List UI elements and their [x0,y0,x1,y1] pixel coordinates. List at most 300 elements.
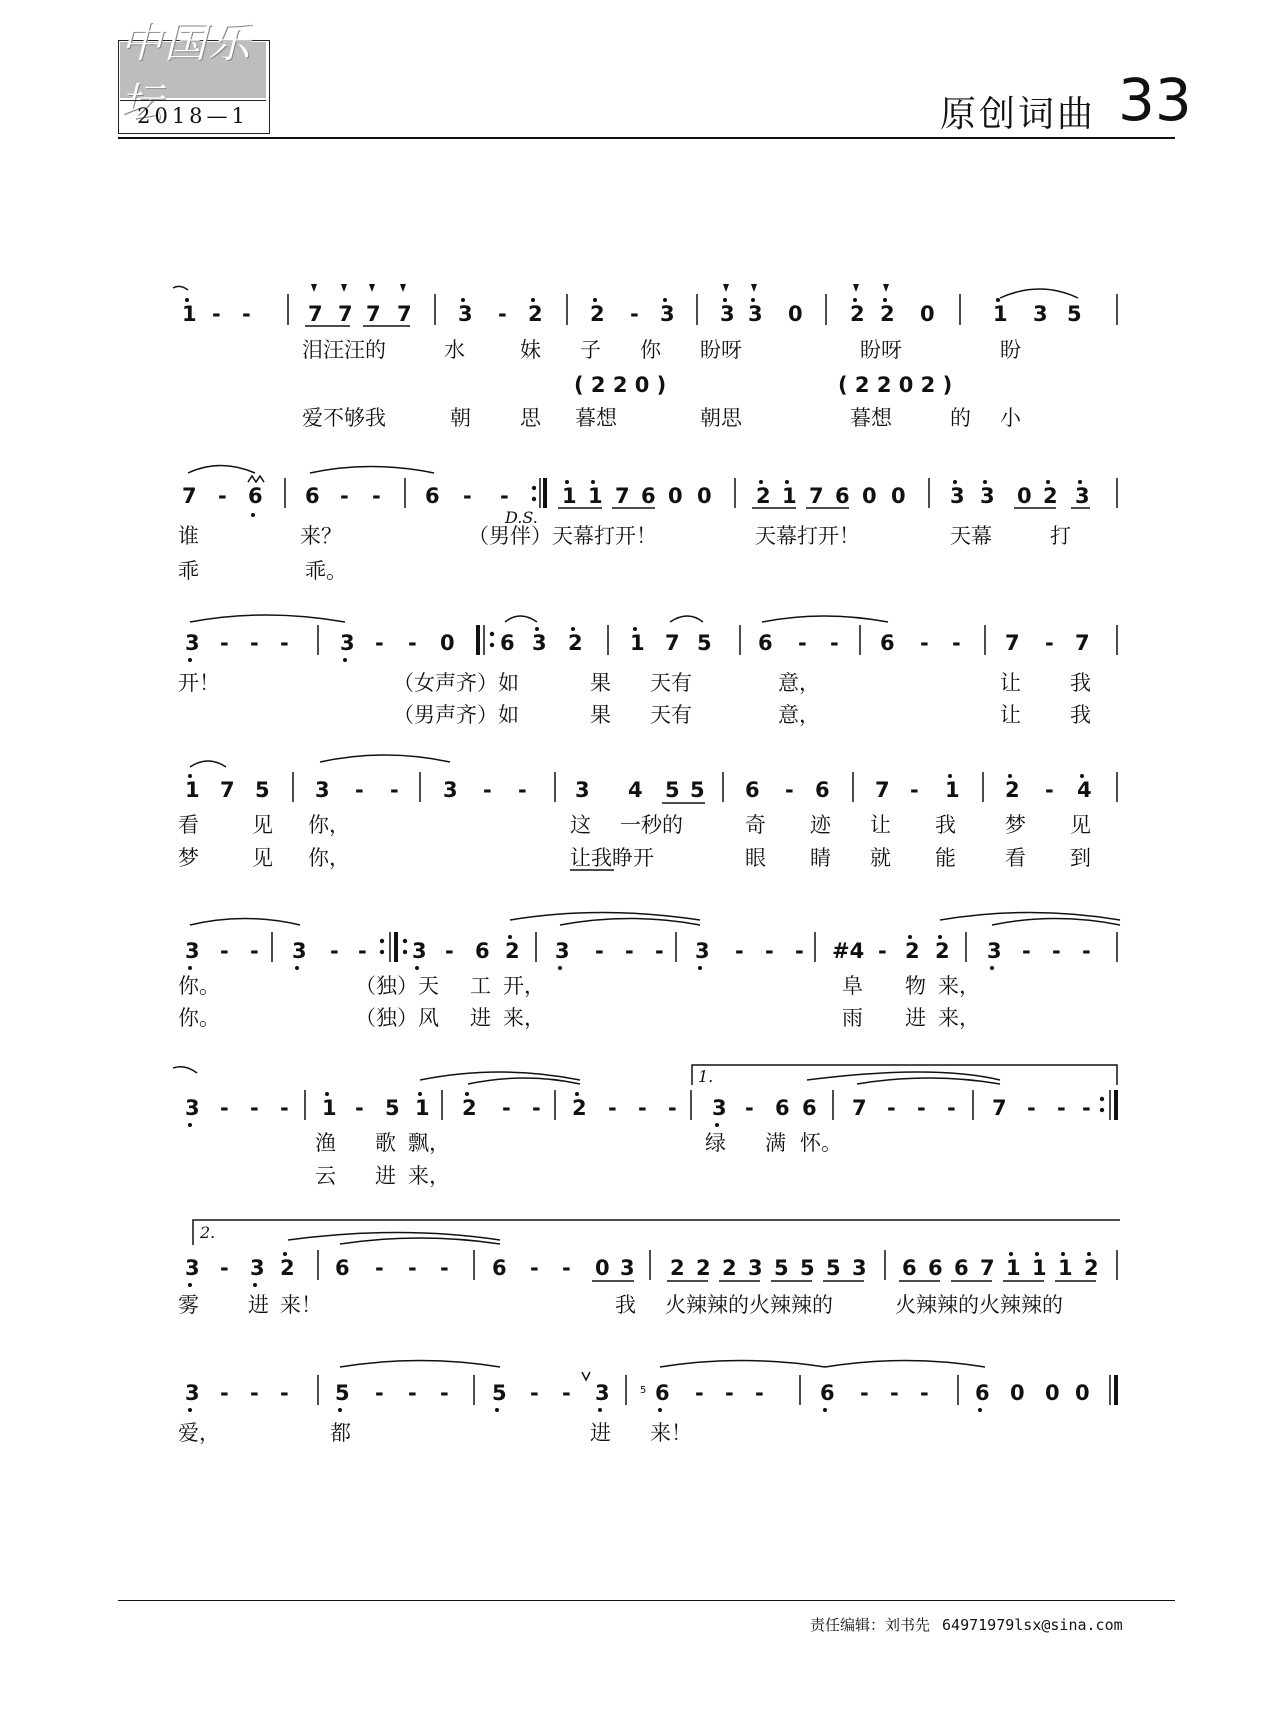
svg-text:5: 5 [385,1096,400,1120]
svg-text:2: 2 [722,1256,737,1280]
svg-text:6: 6 [835,484,850,508]
score-row-3-lines [190,615,1117,655]
svg-text:-: - [765,939,774,963]
svg-text:3: 3 [980,484,995,508]
svg-text:迹: 迹 [810,813,831,837]
svg-text:7: 7 [980,1256,995,1280]
svg-text:我: 我 [1070,671,1091,695]
svg-text:1: 1 [185,778,200,802]
svg-text:#4: #4 [832,939,865,963]
svg-text:-: - [280,1096,289,1120]
svg-text:-: - [1082,1096,1091,1120]
svg-text:-: - [408,1256,417,1280]
svg-text:2: 2 [905,939,920,963]
svg-text:0: 0 [1045,1381,1060,1405]
svg-text:6: 6 [758,631,773,655]
svg-text:让: 让 [1000,671,1021,695]
svg-text:-: - [375,631,384,655]
svg-text:5: 5 [335,1381,350,1405]
svg-text:阜: 阜 [842,974,863,998]
svg-text:3: 3 [1033,302,1048,326]
svg-text:-: - [795,939,804,963]
svg-text:0: 0 [891,484,906,508]
svg-text:2: 2 [935,939,950,963]
svg-text:来？: 来？ [300,524,342,548]
svg-text:-: - [250,1096,259,1120]
score-row-5-lyrics [178,974,980,1031]
svg-text:7: 7 [875,778,890,802]
score-row-4 [185,778,1092,802]
svg-text:都: 都 [330,1421,351,1445]
svg-text:怀。: 怀。 [800,1131,842,1155]
svg-text:0: 0 [697,484,712,508]
svg-text:2: 2 [462,1096,477,1120]
svg-text:奇: 奇 [745,813,766,837]
svg-text:1: 1 [993,302,1008,326]
svg-text:5: 5 [255,778,270,802]
svg-text:-: - [608,1096,617,1120]
svg-text:见: 见 [252,813,273,837]
score-row-7 [185,1256,1099,1280]
svg-text:0: 0 [862,484,877,508]
svg-text:你，: 你， [308,813,350,837]
svg-text:-: - [798,631,807,655]
svg-text:-: - [518,778,527,802]
svg-text:6: 6 [802,1096,817,1120]
svg-text:-: - [372,484,381,508]
svg-text:意，: 意， [778,703,820,727]
svg-text:-: - [330,939,339,963]
volta-1: 1. [698,1067,714,1086]
svg-text:-: - [562,1256,571,1280]
svg-text:3: 3 [748,1256,763,1280]
svg-text:7: 7 [852,1096,867,1120]
svg-text:-: - [500,484,509,508]
svg-text:2: 2 [1043,484,1058,508]
editor-credit: 责任编辑：刘书先 [810,1616,931,1634]
svg-text:3: 3 [555,939,570,963]
svg-text:-: - [1052,939,1061,963]
svg-text:-: - [530,1256,539,1280]
svg-text:暮想: 暮想 [850,406,892,430]
svg-text:乖。: 乖。 [305,559,347,583]
svg-text:-: - [532,1096,541,1120]
svg-text:你。: 你。 [178,1006,220,1030]
svg-text:梦: 梦 [178,846,199,870]
svg-text:-: - [595,939,604,963]
svg-text:-: - [860,1381,869,1405]
svg-text:你。: 你。 [178,974,220,998]
svg-text:暮想: 暮想 [575,406,617,430]
svg-text:5: 5 [826,1256,841,1280]
score-row-5 [185,939,1091,963]
svg-text:开，: 开， [503,974,545,998]
svg-text:开！: 开！ [178,671,220,695]
svg-text:3: 3 [595,1381,610,1405]
svg-text:朝: 朝 [450,406,471,430]
svg-text:6: 6 [425,484,440,508]
score-row-8-lines [318,1361,1116,1406]
svg-text:1: 1 [1006,1256,1021,1280]
svg-text:就: 就 [870,846,891,870]
svg-text:-: - [887,1096,896,1120]
svg-text:2: 2 [850,302,865,326]
svg-text:-: - [220,939,229,963]
svg-text:物: 物 [905,974,926,998]
svg-text:进: 进 [375,1164,396,1188]
svg-text:6: 6 [928,1256,943,1280]
svg-text:-: - [530,1381,539,1405]
svg-text:2: 2 [568,631,583,655]
page-number: 33 [1118,66,1192,134]
svg-text:天有: 天有 [650,703,692,727]
svg-text:5: 5 [492,1381,507,1405]
svg-text:-: - [878,939,887,963]
svg-text:-: - [212,302,221,326]
svg-text:0: 0 [1075,1381,1090,1405]
svg-text:-: - [1027,1096,1036,1120]
issue-number: 2018—1 [120,100,266,131]
magazine-logo: 中国乐坛 [120,42,266,98]
score-row-1-lyrics [302,338,1022,430]
svg-text:1: 1 [782,484,797,508]
svg-text:7: 7 [182,484,197,508]
svg-text:-: - [340,484,349,508]
svg-text:7: 7 [1075,631,1090,655]
svg-text:3: 3 [695,939,710,963]
svg-text:来！: 来！ [280,1293,322,1317]
svg-text:眼: 眼 [745,846,766,870]
svg-text:的: 的 [950,406,971,430]
svg-text:-: - [220,631,229,655]
score-row-8 [185,1381,1090,1405]
score-row-2-lyrics [178,524,1071,583]
svg-text:谁: 谁 [178,524,199,548]
svg-text:飘，: 飘， [408,1131,450,1155]
svg-text:天幕打开！: 天幕打开！ [755,524,860,548]
svg-text:6: 6 [745,778,760,802]
svg-text:-: - [355,778,364,802]
svg-text:打: 打 [1050,524,1071,548]
svg-text:5: 5 [690,778,705,802]
svg-text:进: 进 [248,1293,269,1317]
svg-text:-: - [920,631,929,655]
svg-text:你: 你 [640,338,661,362]
svg-text:2: 2 [572,1096,587,1120]
svg-text:满: 满 [765,1131,786,1155]
svg-text:1: 1 [322,1096,337,1120]
svg-text:雾: 雾 [178,1293,199,1317]
ds-marking: D.S. [505,508,538,527]
svg-text:1: 1 [630,631,645,655]
svg-text:-: - [250,939,259,963]
svg-text:-: - [625,939,634,963]
svg-text:-: - [562,1381,571,1405]
svg-text:泪汪汪的: 泪汪汪的 [302,338,386,362]
svg-text:3: 3 [315,778,330,802]
svg-text:能: 能 [935,846,956,870]
svg-text:来，: 来， [503,1006,545,1030]
svg-text:到: 到 [1070,846,1091,870]
svg-text:0: 0 [595,1256,610,1280]
svg-text:盼呀: 盼呀 [700,338,742,362]
svg-text:来，: 来， [938,974,980,998]
svg-text:6: 6 [500,631,515,655]
svg-text:6: 6 [492,1256,507,1280]
svg-text:3: 3 [250,1256,265,1280]
svg-text:5: 5 [1067,302,1082,326]
svg-text:6: 6 [641,484,656,508]
svg-text:你，: 你， [308,846,350,870]
svg-text:天有: 天有 [650,671,692,695]
svg-text:5: 5 [800,1256,815,1280]
svg-text:意，: 意， [778,671,820,695]
svg-text:-: - [952,631,961,655]
svg-text:0: 0 [1017,484,1032,508]
svg-text:3: 3 [185,1256,200,1280]
svg-text:-: - [695,1381,704,1405]
score-row-8-lyrics [178,1421,692,1446]
svg-text:2: 2 [590,302,605,326]
svg-text:-: - [745,1096,754,1120]
svg-text:7: 7 [992,1096,1007,1120]
svg-text:-: - [280,631,289,655]
svg-text:绿: 绿 [705,1131,726,1155]
svg-text:-: - [630,302,639,326]
volta-2: 2. [200,1223,216,1242]
svg-text:让: 让 [870,813,891,837]
svg-text:-: - [220,1381,229,1405]
svg-text:见: 见 [252,846,273,870]
svg-text:-: - [440,1381,449,1405]
svg-text:( 2 2 0 ): ( 2 2 0 ) [574,373,667,397]
svg-text:2: 2 [670,1256,685,1280]
svg-text:让: 让 [1000,703,1021,727]
score-row-1-dots [185,284,1000,302]
svg-text:0: 0 [1010,1381,1025,1405]
svg-text:5: 5 [697,631,712,655]
svg-text:-: - [655,939,664,963]
section-title: 原创词曲 [940,94,1097,135]
svg-text:-: - [638,1096,647,1120]
svg-text:来，: 来， [408,1164,450,1188]
svg-text:思: 思 [520,406,541,430]
svg-text:2: 2 [505,939,520,963]
svg-text:来，: 来， [938,1006,980,1030]
svg-text:-: - [735,939,744,963]
svg-text:7: 7 [397,302,412,326]
svg-text:7: 7 [665,631,680,655]
svg-text:-: - [408,1381,417,1405]
svg-text:3: 3 [412,939,427,963]
svg-text:6: 6 [975,1381,990,1405]
svg-text:-: - [947,1096,956,1120]
svg-text:-: - [920,1381,929,1405]
svg-text:3: 3 [532,631,547,655]
svg-text:6: 6 [475,939,490,963]
svg-text:-: - [1057,1096,1066,1120]
svg-text:1: 1 [1032,1256,1047,1280]
svg-text:2: 2 [880,302,895,326]
svg-text:雨: 雨 [842,1006,863,1030]
svg-text:（男伴）天幕打开！: （男伴）天幕打开！ [468,524,657,548]
svg-text:子: 子 [580,338,601,362]
score-row-6 [185,1096,1091,1120]
svg-text:3: 3 [575,778,590,802]
svg-text:我: 我 [615,1293,636,1317]
svg-text:乖: 乖 [178,559,199,583]
svg-text:-: - [830,631,839,655]
svg-text:6: 6 [775,1096,790,1120]
svg-text:小: 小 [1000,406,1021,430]
svg-text:-: - [358,939,367,963]
svg-text:-: - [785,778,794,802]
svg-text:-: - [218,484,227,508]
svg-text:3: 3 [950,484,965,508]
svg-text:进: 进 [590,1421,611,1445]
svg-text:7: 7 [220,778,235,802]
svg-text:云: 云 [315,1164,336,1188]
svg-text:-: - [1045,631,1054,655]
svg-text:天幕: 天幕 [950,524,992,548]
svg-text:0: 0 [788,302,803,326]
svg-text:3: 3 [443,778,458,802]
svg-text:-: - [390,778,399,802]
svg-text:盼呀: 盼呀 [860,338,902,362]
svg-text:-: - [375,1256,384,1280]
svg-text:-: - [440,1256,449,1280]
svg-text:2: 2 [1005,778,1020,802]
svg-text:-: - [463,484,472,508]
svg-text:妹: 妹 [520,338,541,362]
svg-text:来！: 来！ [650,1421,692,1445]
svg-text:3: 3 [720,302,735,326]
svg-text:-: - [1082,939,1091,963]
svg-text:0: 0 [668,484,683,508]
svg-text:-: - [445,939,454,963]
score-row-7-lyrics [178,1293,1063,1317]
svg-text:3: 3 [852,1256,867,1280]
svg-text:睛: 睛 [810,846,831,870]
svg-text:1: 1 [1058,1256,1073,1280]
svg-text:0: 0 [440,631,455,655]
svg-text:7: 7 [809,484,824,508]
svg-text:我: 我 [935,813,956,837]
score-row-8-dots [188,1408,982,1412]
svg-text:歌: 歌 [375,1131,396,1155]
svg-text:火辣辣的火辣辣的: 火辣辣的火辣辣的 [665,1293,833,1317]
score-row-3-lyrics [178,671,1091,728]
svg-text:3: 3 [712,1096,727,1120]
svg-text:渔: 渔 [315,1131,336,1155]
editor-email[interactable]: 64971979lsx@sina.com [942,1616,1123,1634]
svg-text:-: - [890,1381,899,1405]
score-row-1 [182,302,1082,326]
svg-text:7: 7 [366,302,381,326]
svg-text:-: - [408,631,417,655]
svg-text:-: - [917,1096,926,1120]
svg-text:看: 看 [1005,846,1026,870]
svg-text:进: 进 [905,1006,926,1030]
svg-text:看: 看 [178,813,199,837]
svg-text:1: 1 [562,484,577,508]
svg-text:盼: 盼 [1000,338,1021,362]
svg-text:（独）风: （独）风 [355,1006,439,1030]
svg-text:3: 3 [292,939,307,963]
svg-text:3: 3 [185,1096,200,1120]
svg-text:（女声齐）如: （女声齐）如 [393,671,519,695]
svg-text:水: 水 [444,338,465,362]
svg-text:1: 1 [945,778,960,802]
svg-text:7: 7 [308,302,323,326]
svg-text:1: 1 [415,1096,430,1120]
svg-text:-: - [355,1096,364,1120]
svg-text:6: 6 [305,484,320,508]
svg-text:爱，: 爱， [178,1421,220,1445]
grace-note: 5 [640,1385,647,1396]
svg-text:-: - [220,1096,229,1120]
score-row-3 [185,631,1090,655]
svg-text:0: 0 [920,302,935,326]
svg-text:3: 3 [185,939,200,963]
svg-text:果: 果 [590,703,611,727]
svg-text:一秒的: 一秒的 [620,813,683,837]
svg-text:-: - [755,1381,764,1405]
svg-text:7: 7 [615,484,630,508]
svg-text:6: 6 [902,1256,917,1280]
svg-text:2: 2 [528,302,543,326]
svg-text:6: 6 [820,1381,835,1405]
svg-text:6: 6 [880,631,895,655]
svg-text:我: 我 [1070,703,1091,727]
svg-text:3: 3 [987,939,1002,963]
svg-text:爱不够我: 爱不够我 [302,406,386,430]
svg-text:-: - [1022,939,1031,963]
svg-text:-: - [1045,778,1054,802]
svg-text:梦: 梦 [1005,813,1026,837]
svg-text:3: 3 [620,1256,635,1280]
svg-text:果: 果 [590,671,611,695]
svg-text:5: 5 [774,1256,789,1280]
score-row-5-dots [188,935,994,970]
svg-text:2: 2 [280,1256,295,1280]
svg-text:进: 进 [470,1006,491,1030]
svg-text:6: 6 [335,1256,350,1280]
svg-text:让我睁开: 让我睁开 [570,846,654,870]
svg-text:4: 4 [1077,778,1092,802]
svg-text:6: 6 [248,484,263,508]
svg-text:工: 工 [470,974,491,998]
svg-text:3: 3 [748,302,763,326]
svg-text:2: 2 [696,1256,711,1280]
svg-text:-: - [483,778,492,802]
svg-text:-: - [910,778,919,802]
svg-text:2: 2 [756,484,771,508]
svg-text:7: 7 [1005,631,1020,655]
svg-text:4: 4 [628,778,643,802]
svg-text:朝思: 朝思 [700,406,742,430]
score-row-2 [182,484,1090,508]
footer-credit [810,1614,1123,1635]
svg-text:（独）天: （独）天 [355,974,439,998]
svg-text:-: - [242,302,251,326]
svg-text:3: 3 [185,1381,200,1405]
svg-text:-: - [502,1096,511,1120]
svg-text:3: 3 [340,631,355,655]
score-row-6-lyrics [315,1131,842,1189]
svg-text:3: 3 [185,631,200,655]
svg-text:7: 7 [338,302,353,326]
